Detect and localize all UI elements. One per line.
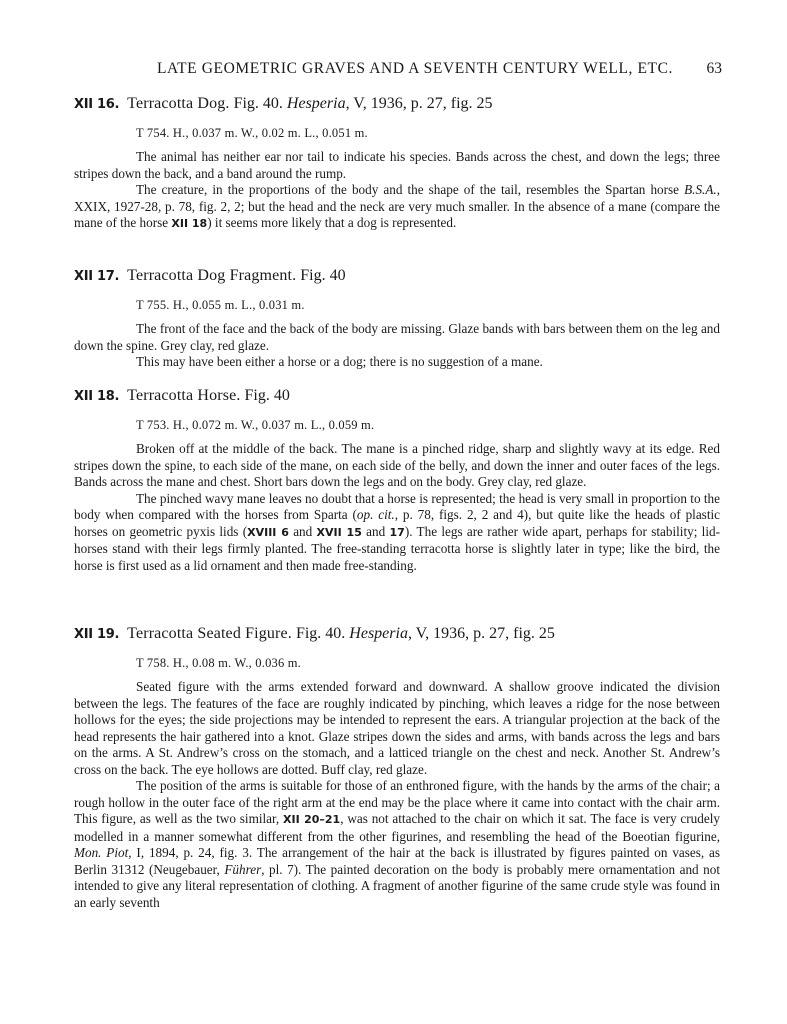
- entry-number: XII 18.: [74, 389, 120, 404]
- entry-title: Terracotta Dog.: [127, 95, 230, 112]
- entry-title: Terracotta Seated Figure.: [127, 625, 292, 642]
- entry-heading: [74, 94, 720, 115]
- entry-number: XII 17.: [74, 269, 120, 284]
- entry-measurements: T 753. H., 0.072 m. W., 0.037 m. L., 0.059 m.: [136, 418, 375, 432]
- entry-publication-ref: Hesperia, V, 1936, p. 27, fig. 25: [286, 95, 493, 112]
- entry-paragraph: The creature, in the proportions of the body and the shape of the tail, resembles the Spartan horse B.S.A., XXIX, 1927-28, p. 78, fig. 2, 2; but the head and the neck are very much smaller. In the absence of a mane (compare the mane of the horse XII 18) it seems more likely that a dog is represented.: [74, 182, 720, 230]
- entry-paragraph: Seated figure with the arms extended forward and downward. A shallow groove indicated the division between the legs. The features of the face are roughly indicated by pinching, which leaves a ridge for the nose between hollows for the eyes; the side projections may be intended to represent the ears. A triangular projection at the back of the head represents the hair gathered into a knot. Glaze stripes down the sides and arms, with bands across the legs and bars on the arms. A St. Andrew’s cross on the stomach, and a latticed triangle on the chest and neck. Another St. Andrew’s cross on the back. The eye hollows are dotted. Buff clay, red glaze.: [74, 679, 720, 777]
- entry-paragraph: The animal has neither ear nor tail to indicate his species. Bands across the chest, and down the legs; three stripes down the back, and a band around the rump.: [74, 149, 720, 181]
- entry-title: Terracotta Horse.: [127, 387, 241, 404]
- entry-figure-ref: Fig. 40: [244, 387, 290, 404]
- entry-figure-ref: Fig. 40: [300, 267, 346, 284]
- cross-reference: 17: [389, 525, 405, 539]
- entry-publication-ref: Hesperia, V, 1936, p. 27, fig. 25: [349, 625, 555, 642]
- entry-figure-ref: Fig. 40.: [233, 95, 283, 112]
- catalogue-entry-xii-17: [74, 266, 720, 371]
- entry-measurements: T 754. H., 0.037 m. W., 0.02 m. L., 0.051 m.: [136, 126, 368, 140]
- entry-paragraph: Broken off at the middle of the back. The mane is a pinched ridge, sharp and slightly wavy at its edge. Red stripes down the spine, to each side of the mane, on each side of the belly, and down the inner and outer faces of the legs. Bands across the mane and chest. Short bars down the legs and on the body. Grey clay, red glaze.: [74, 441, 720, 489]
- entry-paragraph: The pinched wavy mane leaves no doubt that a horse is represented; the head is very small in proportion to the body when compared with the horses from Sparta (op. cit., p. 78, figs. 2, 2 and 4), but quite like the heads of plastic horses on geometric pyxis lids (XVIII 6 and XVII 15 and 17). The legs are rather wide apart, perhaps for stability; lid-horses stand with their legs firmly planted. The free-standing terracotta horse is slightly later in type; like the bird, the horse is first used as a lid ornament and then made free-standing.: [74, 490, 721, 573]
- entry-title: Terracotta Dog Fragment.: [127, 267, 297, 284]
- cross-reference: XII 18: [171, 217, 208, 230]
- cross-reference: XVII 15: [316, 525, 362, 539]
- entry-heading: [74, 624, 720, 645]
- entry-number: XII 19.: [74, 627, 120, 642]
- page-number: 63: [706, 60, 722, 77]
- entry-paragraph: This may have been either a horse or a dog; there is no suggestion of a mane.: [136, 354, 543, 369]
- cross-reference: XVIII 6: [247, 525, 289, 539]
- catalogue-entry-xii-18: [74, 386, 720, 574]
- running-head: LATE GEOMETRIC GRAVES AND A SEVENTH CENTURY WELL, ETC.: [156, 60, 674, 77]
- entry-measurements: T 755. H., 0.055 m. L., 0.031 m.: [136, 298, 305, 312]
- entry-paragraph: The position of the arms is suitable for those of an enthroned figure, with the hands by the arms of the chair; a rough hollow in the outer face of the right arm at the end may be the place where it came into contact with the chair arm. This figure, as well as the two similar, XII 20–21, was not attached to the chair on which it sat. The face is very crudely modelled in a manner somewhat different from the other figurines, and resembling the head of the Boeotian figurine, Mon. Piot, I, 1894, p. 24, fig. 3. The arrangement of the hair at the back is illustrated by figures painted on vases, as Berlin 31312 (Neugebauer, Führer, pl. 7). The painted decoration on the body is probably mere ornamentation and not intended to give any literal representation of clothing. A fragment of another figurine of the same crude style was found in an early seventh: [74, 778, 721, 910]
- entry-paragraph: The front of the face and the back of the body are missing. Glaze bands with bars between them on the leg and down the spine. Grey clay, red glaze.: [74, 321, 720, 353]
- entry-heading: [74, 386, 720, 407]
- catalogue-entry-xii-19: [74, 624, 720, 911]
- cross-reference: XII 20–21: [283, 813, 341, 826]
- catalogue-entry-xii-16: [74, 94, 720, 233]
- entry-number: XII 16.: [74, 97, 120, 112]
- entry-figure-ref: Fig. 40.: [295, 625, 346, 642]
- entry-heading: [74, 266, 720, 287]
- entry-measurements: T 758. H., 0.08 m. W., 0.036 m.: [136, 656, 302, 670]
